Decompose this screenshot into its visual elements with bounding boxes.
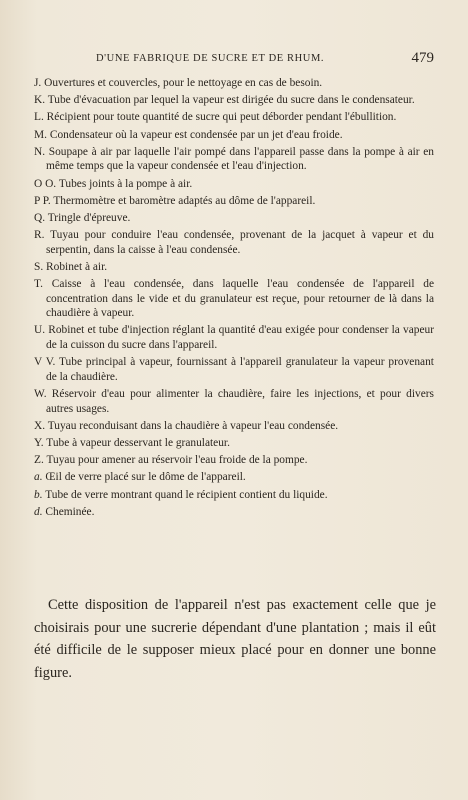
legend-entry — [34, 110, 434, 125]
legend-text: Tube d'évacuation par lequel la vapeur est dirigée du sucre dans le condensateur. — [47, 94, 415, 107]
legend-key: L. — [34, 111, 44, 124]
legend-text: Cheminée. — [45, 505, 95, 518]
legend-text: Réservoir d'eau pour alimenter la chaudière, faire les injections, et pour divers autres usages. — [46, 388, 434, 415]
legend-text: Thermomètre et baromètre adaptés au dôme de l'appareil. — [53, 194, 316, 207]
legend-entry — [34, 387, 434, 416]
legend-entry — [34, 93, 434, 108]
legend-entry — [34, 177, 434, 192]
legend-key: N. — [34, 145, 46, 158]
legend-entry — [34, 436, 434, 451]
legend-key: Z. — [34, 454, 44, 467]
legend-text: Récipient pour toute quantité de sucre qui peut déborder pendant l'ébullition. — [46, 111, 397, 124]
running-head: D'UNE FABRIQUE DE SUCRE ET DE RHUM. — [96, 53, 325, 64]
legend-text: Soupape à air par laquelle l'air pompé dans l'appareil passe dans la pompe à air en même temps que la vapeur condensée et l'eau d'injection. — [46, 145, 434, 173]
legend-key: Y. — [34, 436, 44, 449]
legend-key: T. — [34, 278, 43, 291]
legend-key: d. — [34, 505, 43, 518]
legend-key: M. — [34, 128, 47, 141]
legend-text: Tuyau pour amener au réservoir l'eau froide de la pompe. — [46, 454, 308, 467]
legend-key: U. — [34, 324, 46, 337]
legend-key: W. — [34, 388, 47, 400]
closing-paragraph: Cette disposition de l'appareil n'est pas exactement celle que je choisirais pour une sucrerie dépendant d'une plantation ; mais il eût été difficile de le supposer mieux placé pour en donner une bonne figure. — [34, 597, 436, 681]
legend-text: Tringle d'épreuve. — [47, 211, 131, 224]
legend-text: Caisse à l'eau condensée, dans laquelle l'eau condensée de l'appareil de concentration dans le vide et du granulateur est reçue, pour retourner de là dans la chaudière à vapeur. — [46, 278, 434, 320]
legend-entry — [34, 277, 434, 321]
page-header — [36, 50, 434, 68]
legend-entry — [34, 505, 434, 520]
legend-key: R. — [34, 229, 45, 242]
legend-text: Tubes joints à la pompe à air. — [58, 177, 193, 190]
legend-text: Condensateur où la vapeur est condensée par un jet d'eau froide. — [49, 128, 343, 141]
legend-entry — [34, 470, 434, 485]
legend-key: b. — [34, 488, 43, 501]
legend-entry — [34, 145, 434, 174]
legend-key: V V. — [34, 356, 56, 369]
legend-key: O O. — [34, 177, 57, 190]
legend-text: Robinet et tube d'injection réglant la quantité d'eau exigée pour condenser la vapeur de la cuisson du sucre dans l'appareil. — [46, 324, 434, 352]
page-number: 479 — [411, 50, 434, 66]
legend-text: Robinet à air. — [46, 260, 108, 273]
legend-entry — [34, 488, 434, 503]
legend-key: Q. — [34, 211, 46, 224]
legend-key: a. — [34, 471, 43, 484]
legend-entry — [34, 419, 434, 434]
legend-text: Ouvertures et couvercles, pour le nettoyage en cas de besoin. — [44, 77, 323, 89]
legend-text: Tuyau reconduisant dans la chaudière à vapeur l'eau condensée. — [47, 419, 339, 432]
legend-entry — [34, 453, 434, 468]
legend-entry — [34, 194, 434, 209]
legend-text: Œil de verre placé sur le dôme de l'appareil. — [45, 471, 246, 484]
legend-key: S. — [34, 260, 44, 273]
legend-text: Tube à vapeur desservant le granulateur. — [46, 436, 230, 449]
legend-entry — [34, 211, 434, 226]
legend-entry — [34, 260, 434, 275]
legend-entry — [34, 323, 434, 352]
legend-text: Tube principal à vapeur, fournissant à l'appareil granulateur la vapeur provenant de la chaudière. — [46, 356, 434, 383]
legend-entry — [34, 228, 434, 257]
legend-text: Tube de verre montrant quand le récipient contient du liquide. — [45, 488, 328, 501]
legend-key: P P. — [34, 194, 51, 207]
figure-legend — [34, 76, 434, 522]
legend-entry — [34, 128, 434, 143]
legend-entry — [34, 355, 434, 384]
legend-text: Tuyau pour conduire l'eau condensée, provenant de la jacquet à vapeur et du serpentin, dans la caisse à l'eau condensée. — [46, 229, 434, 256]
legend-entry — [34, 76, 434, 91]
legend-key: X. — [34, 419, 46, 432]
legend-key: J. — [34, 77, 42, 89]
legend-key: K. — [34, 94, 46, 107]
